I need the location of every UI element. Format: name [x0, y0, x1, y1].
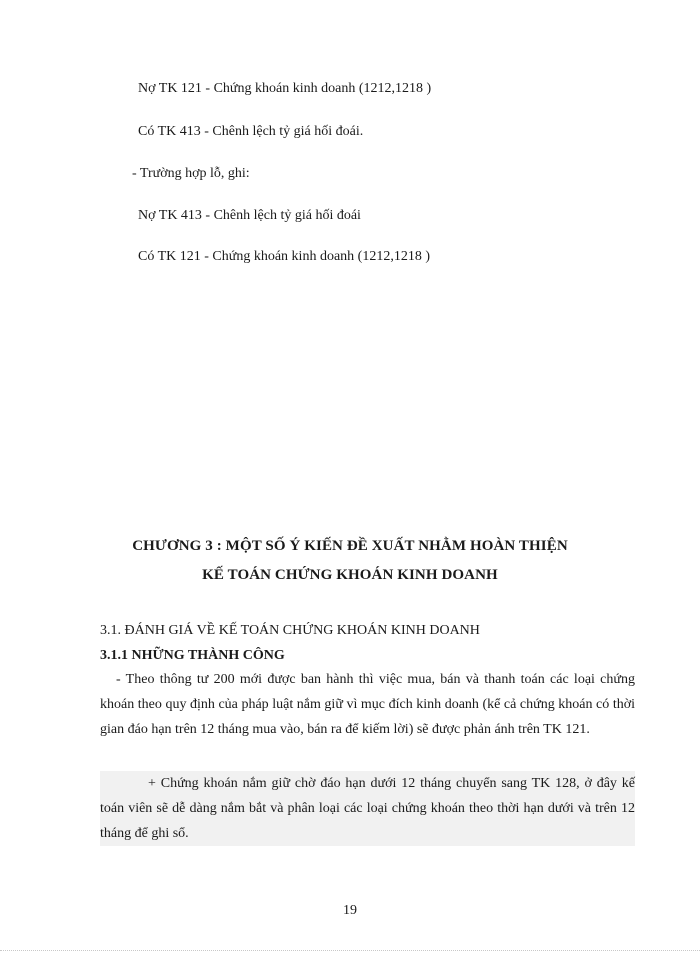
paragraph-2: + Chứng khoán nắm giữ chờ đáo hạn dưới 12 tháng chuyển sang TK 128, ở đây kế toán viên sẽ dễ dàng nắm bắt và phân loại các loại chứng khoán theo thời hạn dưới và trên 12 tháng để ghi sổ.: [100, 771, 635, 846]
page-divider: [0, 950, 700, 951]
entry-debit-121: Nợ TK 121 - Chứng khoán kinh doanh (1212,1218 ): [138, 81, 432, 96]
chapter-title-line1: CHƯƠNG 3 : MỘT SỐ Ý KIẾN ĐỀ XUẤT NHẰM HOÀN THIỆN: [132, 538, 568, 554]
paragraph-1: - Theo thông tư 200 mới được ban hành thì việc mua, bán và thanh toán các loại chứng khoán theo quy định của pháp luật nắm giữ vì mục đích kinh doanh (kể cả chứng khoán có thời gian đáo hạn trên 12 tháng mua vào, bán ra để kiếm lời) sẽ được phản ánh trên TK 121.: [100, 672, 635, 737]
page-number: 19: [343, 903, 357, 918]
section-title: 3.1. ĐÁNH GIÁ VỀ KẾ TOÁN CHỨNG KHOÁN KINH DOANH: [100, 623, 480, 638]
entry-credit-413: Có TK 413 - Chênh lệch tỷ giá hối đoái.: [138, 124, 364, 139]
loss-case-label: - Trường hợp lỗ, ghi:: [132, 166, 250, 181]
chapter-title-line2: KẾ TOÁN CHỨNG KHOÁN KINH DOANH: [202, 567, 498, 583]
section-subtitle: 3.1.1 NHỮNG THÀNH CÔNG: [100, 648, 285, 663]
entry-debit-413: Nợ TK 413 - Chênh lệch tỷ giá hối đoái: [138, 208, 361, 223]
entry-credit-121: Có TK 121 - Chứng khoán kinh doanh (1212,1218 ): [138, 249, 430, 264]
